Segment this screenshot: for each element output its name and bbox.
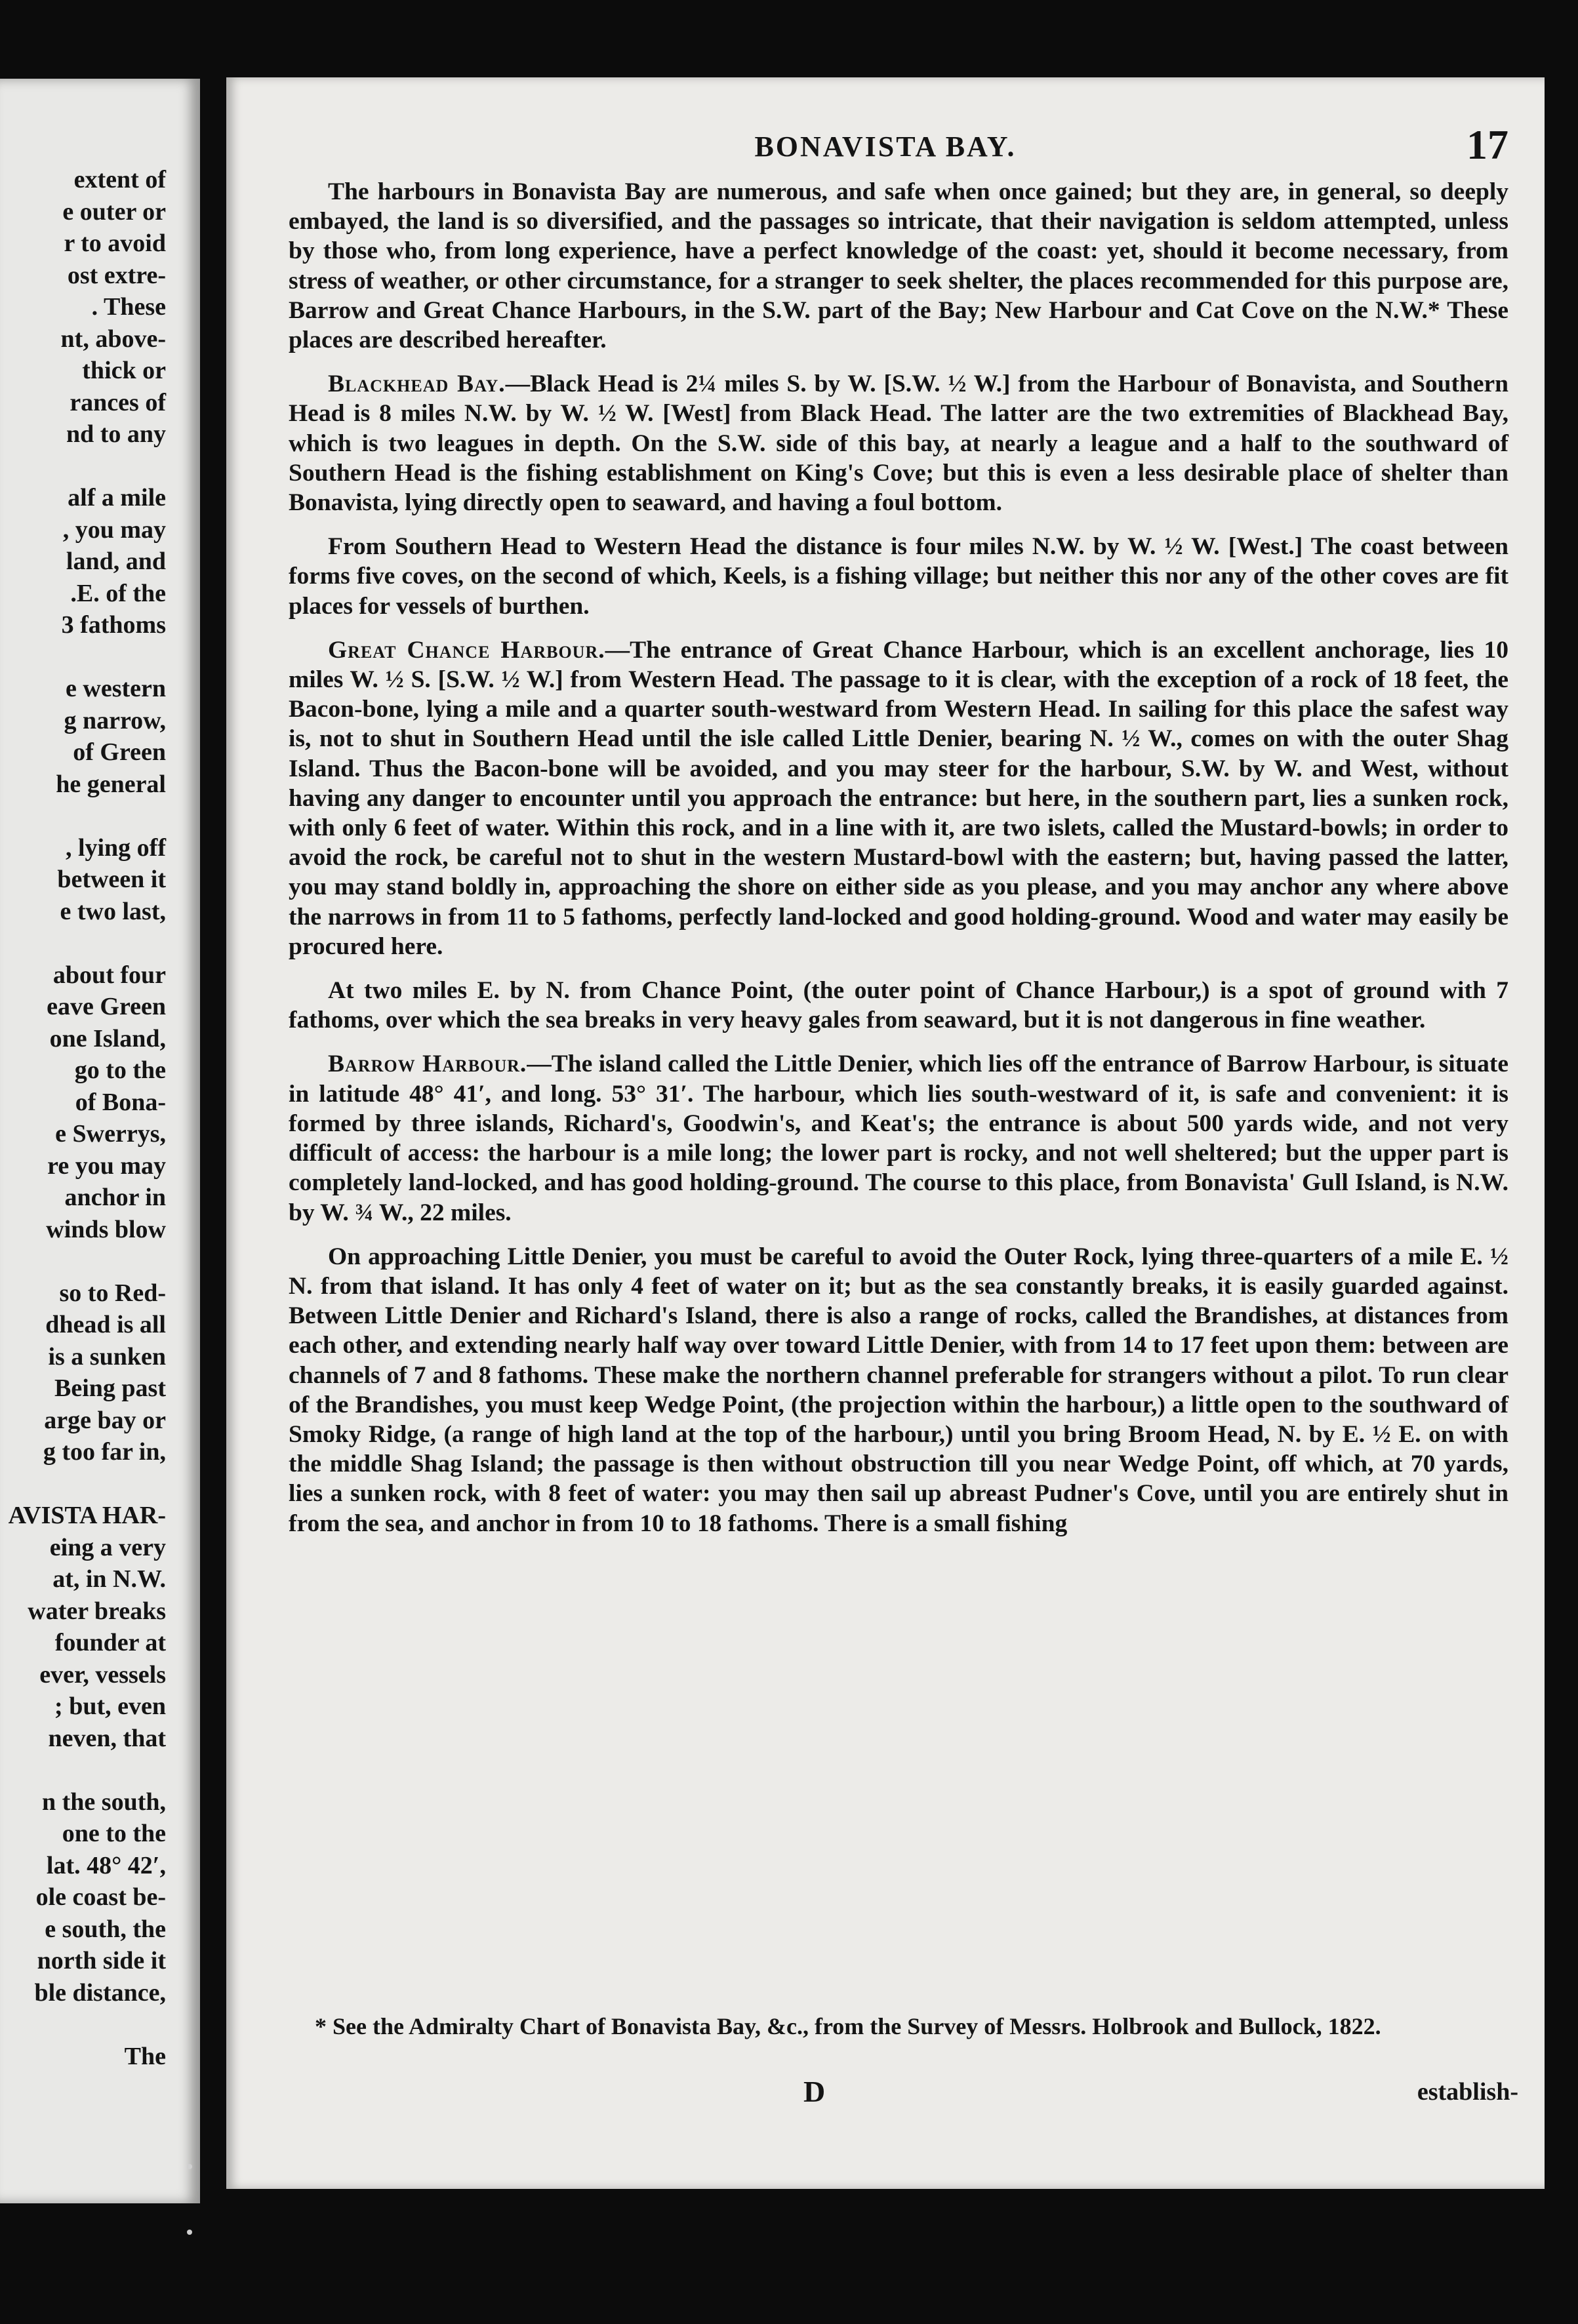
running-head: BONAVISTA BAY.: [754, 130, 1017, 163]
facing-page-line: between it: [57, 866, 166, 893]
facing-page-line: eing a very: [49, 1533, 166, 1561]
facing-page-line: n the south,: [42, 1788, 166, 1816]
facing-page-line: .E. of the: [70, 579, 166, 607]
facing-page-line: founder at: [54, 1629, 166, 1656]
facing-page-line: e south, the: [45, 1915, 166, 1943]
facing-page-line: Being past: [54, 1374, 166, 1402]
facing-page-line: ; but, even: [54, 1693, 166, 1720]
facing-page-line: re you may: [47, 1152, 166, 1180]
facing-page-line: The: [124, 2042, 166, 2070]
facing-page-line: rances of: [70, 388, 166, 416]
facing-page-line: winds blow: [46, 1215, 166, 1243]
facing-page-line: . These: [91, 293, 166, 321]
section-heading: Barrow Harbour.: [328, 1051, 527, 1078]
facing-page-line: is a sunken: [48, 1342, 166, 1371]
paragraph-text: —Black Head is 2¼ miles S. by W. [S.W. ½ W.] from the Harbour of Bonavista, and Southern Head is 8 miles N.W. by W. ½ W. [West] from Black Head. The latter are the two extremities of Blackhead Bay, which is two leagues in depth. On the S.W. side of this bay, at nearly a league and a half to the southward of Southern Head is the fishing establishment on King's Cove; but this is even a less desirable place of shelter than Bonavista, lying directly open to seaward, and having a foul bottom.: [289, 371, 1508, 517]
facing-page-line: so to Red-: [59, 1279, 166, 1307]
page-header: [226, 121, 1545, 176]
section-heading: Great Chance Harbour.: [328, 636, 605, 664]
facing-page-line: nt, above-: [60, 325, 166, 353]
paragraph-great-chance-harbour: [289, 635, 1508, 961]
facing-page-line: e western: [66, 675, 166, 702]
facing-page-line: about four: [52, 961, 166, 989]
facing-page-line: neven, that: [48, 1724, 166, 1752]
facing-page-line: arge bay or: [44, 1406, 166, 1434]
facing-page-line: r to avoid: [64, 230, 166, 257]
paragraph-text: —The island called the Little Denier, which lies off the entrance of Barrow Harbour, is situate in latitude 48° 41′, and long. 53° 31′. The harbour, which lies south-westward of it, is safe and convenient: it is formed by three islands, Richard's, Goodwin's, and Keat's; the entrance is about 500 yards wide, and not very difficult of access: the harbour is a mile long; the lower part is rocky, and not well sheltered; but the upper part is completely land-locked, and has good holding-ground. The course to this place, from Bonavista' Gull Island, is N.W. by W. ¾ W., 22 miles.: [289, 1051, 1509, 1226]
facing-page-line: , you may: [62, 515, 166, 544]
paragraph-text: —The entrance of Great Chance Harbour, which is an excellent anchorage, lies 10 miles W. ½ S. [S.W. ½ W.] from Western Head. The passage to it is clear, with the exception of a rock of 18 feet, the Bacon-bone, lying a mile and a quarter south-westward from Western Head. In sailing for this place the safest way is, not to shut in Southern Head until the isle called Little Denier, bearing N. ½ W., comes on with the outer Shag Island. Thus the Bacon-bone will be avoided, and you may steer for the harbour, S.W. by W. and West, without having any danger to encounter until you approach the entrance: but here, in the southern part, lies a sunken rock, with only 6 feet of water. Within this rock, and in a line with it, are two islets, called the Mustard-bowls; in order to avoid the rock, be careful not to shut in the western Mustard-bowl with the eastern; but, having passed the latter, you may stand boldly in, approaching the shore on either side as you please, and you may anchor any where above the narrows in from 11 to 5 fathoms, perfectly land-locked and good holding-ground. Wood and water may easily be procured here.: [289, 636, 1508, 960]
facing-page-line: dhead is all: [45, 1311, 166, 1338]
facing-page-line: ost extre-: [67, 261, 166, 289]
facing-page-line: AVISTA HAR-: [8, 1502, 166, 1529]
paragraph-chance-point: At two miles E. by N. from Chance Point, (the outer point of Chance Harbour,) is a spot of ground with 7 fathoms, over which the sea breaks in very heavy gales from seaward, but it is not dangerous in fine weather.: [289, 977, 1508, 1034]
facing-page-line: eave Green: [47, 993, 166, 1020]
section-heading: Blackhead Bay.: [328, 371, 506, 398]
facing-page-line: g narrow,: [64, 706, 166, 734]
facing-page-line: thick or: [82, 357, 166, 384]
facing-page-line: alf a mile: [68, 484, 166, 511]
paragraph-barrow-harbour: [289, 1049, 1508, 1227]
facing-page-line: 3 fathoms: [61, 611, 166, 639]
facing-page-line: one to the: [62, 1820, 166, 1847]
facing-page-line: e outer or: [62, 197, 166, 226]
paragraph-little-denier: On approaching Little Denier, you must be careful to avoid the Outer Rock, lying three-quarters of a mile E. ½ N. from that island. It has only 4 feet of water on it; but as the sea constantly breaks, it is easily guarded against. Between Little Denier and Richard's Island, there is also a range of rocks, called the Brandishes, at distances from each other, and extending nearly half way over toward Little Denier, with from 14 to 17 feet upon them: between are channels of 7 and 8 fathoms. These make the northern channel preferable for strangers without a pilot. To run clear of the Brandishes, you must keep Wedge Point, (the projection within the harbour,) a little open to the southward of Smoky Ridge, (a range of high land at the top of the harbour,) until you bring Broom Head, N. by E. ½ E. on with the middle Shag Island; the passage is then without obstruction till you near Wedge Point, off which, at 70 yards, lies a sunken rock, with 8 feet of water: you may then sail up abreast Pudner's Cove, until you are entirely shut in from the sea, and anchor in from 10 to 18 fathoms. There is a small fishing: [289, 1243, 1508, 1537]
catchword: establish-: [1417, 2078, 1518, 2106]
facing-page-line: at, in N.W.: [52, 1565, 166, 1593]
footnote: * See the Admiralty Chart of Bonavista Bay, &c., from the Survey of Messrs. Holbrook and Bullock, 1822.: [315, 2013, 1381, 2039]
facing-page-line: , lying off: [65, 833, 166, 862]
facing-page-line: of Green: [73, 738, 166, 766]
spine-speck: [187, 2164, 192, 2169]
paragraph-intro: The harbours in Bonavista Bay are numerous, and safe when once gained; but they are, in general, so deeply embayed, the land is so diversified, and the passages so intricate, that their navigation is seldom attempted, unless by those who, from long experience, have a perfect knowledge of the coast: yet, should it become necessary, from stress of weather, or other circumstance, for a stranger to seek shelter, the places recommended for this purpose are, Barrow and Great Chance Harbours, in the S.W. part of the Bay; New Harbour and Cat Cove on the N.W.* These places are described hereafter.: [289, 178, 1508, 354]
facing-page-line: anchor in: [64, 1184, 166, 1211]
facing-page-line: ever, vessels: [39, 1660, 166, 1689]
page-body: [289, 177, 1508, 1553]
paragraph-blackhead-bay: [289, 369, 1508, 517]
facing-page-line: he general: [56, 770, 166, 798]
facing-page-line: land, and: [66, 548, 166, 575]
facing-page-line: g too far in,: [43, 1438, 166, 1466]
facing-page-line: lat. 48° 42′,: [46, 1851, 166, 1879]
facing-page-line: ole coast be-: [35, 1883, 166, 1911]
facing-page-fragment: [0, 79, 200, 2203]
page-number: 17: [1467, 121, 1508, 168]
paragraph-western-head: From Southern Head to Western Head the distance is four miles N.W. by W. ½ W. [West.] The coast between forms five coves, on the second of which, Keels, is a fishing village; but neither this nor any of the other coves are fit places for vessels of burthen.: [289, 533, 1508, 620]
book-page: [226, 77, 1545, 2189]
facing-page-line: ble distance,: [34, 1978, 166, 2007]
facing-page-line: water breaks: [28, 1597, 166, 1625]
signature-mark: D: [803, 2075, 826, 2108]
facing-page-line: one Island,: [49, 1024, 166, 1052]
spine-speck: [187, 2230, 192, 2235]
facing-page-line: north side it: [37, 1947, 166, 1974]
facing-page-line: extent of: [73, 166, 166, 193]
facing-page-line: go to the: [74, 1056, 166, 1084]
facing-page-line: nd to any: [66, 420, 166, 448]
facing-page-line: e Swerrys,: [55, 1120, 166, 1148]
facing-page-line: e two last,: [60, 897, 166, 925]
facing-page-line: of Bona-: [75, 1088, 166, 1116]
